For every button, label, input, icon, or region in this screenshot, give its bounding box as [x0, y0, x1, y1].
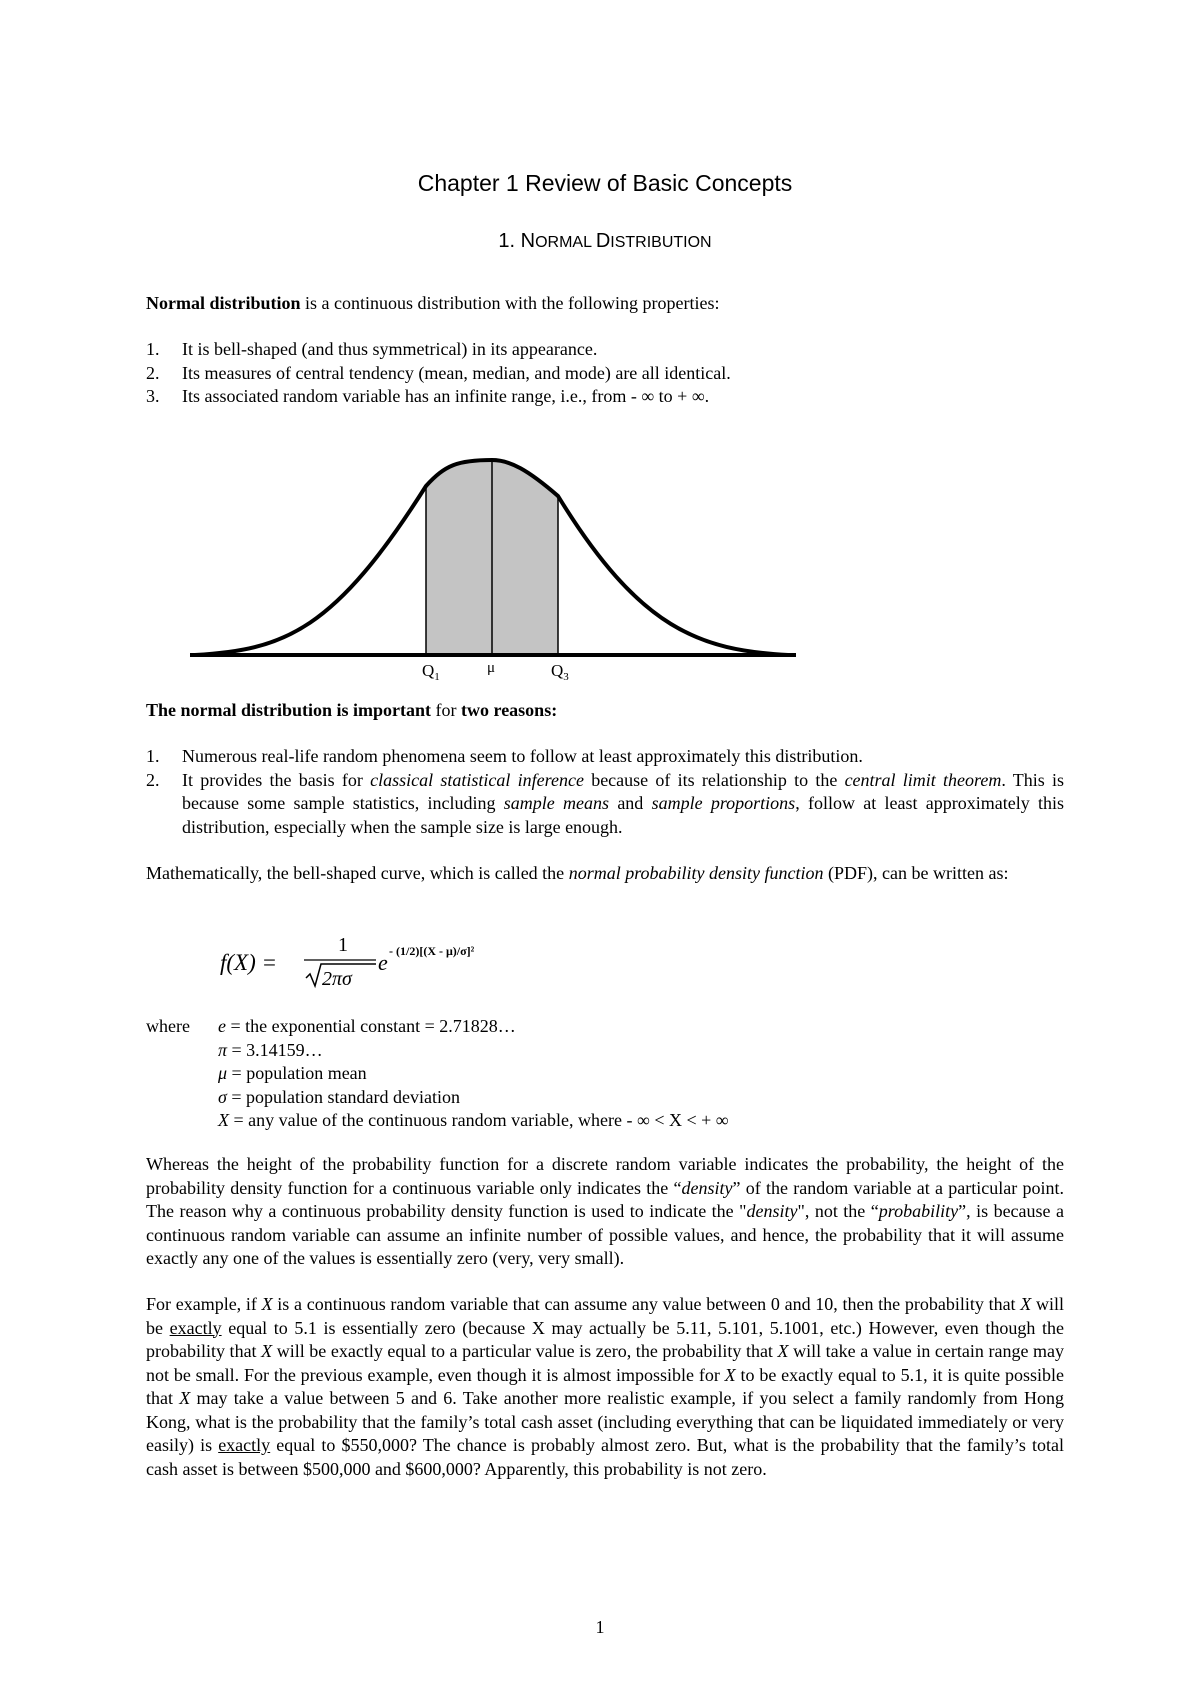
text-run: Mathematically, the bell-shaped curve, which is called the — [146, 863, 569, 883]
intro-text: is a continuous distribution with the following properties: — [300, 293, 720, 313]
list-number: 1. — [146, 339, 160, 359]
importance-heading — [146, 699, 1064, 723]
list-text: Its measures of central tendency (mean, median, and mode) are all identical. — [182, 362, 731, 383]
text-run: ", not the “ — [797, 1201, 879, 1221]
example-paragraph — [146, 1293, 1064, 1481]
variable: X — [724, 1364, 736, 1385]
importance-mid: for — [431, 700, 462, 720]
list-item — [146, 385, 1064, 409]
formula-exponent: - (1/2)[(X - μ)/σ]² — [389, 944, 475, 958]
list-text: Numerous real-life random phenomena seem to follow at least approximately this distribution. — [182, 746, 863, 766]
intro-term: Normal distribution — [146, 293, 301, 313]
text-run: It provides the basis for — [182, 769, 371, 790]
variable: X — [261, 1341, 273, 1361]
definition-row — [146, 1062, 1064, 1086]
properties-list — [146, 338, 1064, 409]
definition-symbol: σ — [218, 1086, 227, 1107]
variable: X — [261, 1294, 273, 1314]
list-text: It is bell-shaped (and thus symmetrical) in its appearance. — [182, 339, 598, 359]
emphasis: density — [681, 1177, 733, 1198]
section-word-1: ORMAL — [535, 234, 596, 251]
emphasis: classical statistical inference — [370, 769, 584, 790]
text-run: will be exactly equal to a particular value is zero, the probability that — [272, 1341, 778, 1361]
text-run: Whereas the height of the probability function for a discrete random variable indicates the probability, the height of the probability density function for a continuous variable only indicates the “ — [146, 1154, 1064, 1198]
emphasis: sample proportions — [651, 793, 796, 813]
list-text: Its associated random variable has an infinite range, i.e., from - ∞ to + ∞. — [182, 386, 710, 406]
emphasis: density — [746, 1201, 798, 1221]
intro-paragraph — [146, 292, 1064, 316]
importance-bold-2: two reasons: — [461, 700, 558, 720]
definition-text: = population mean — [227, 1063, 367, 1083]
definition-symbol: e — [218, 1016, 226, 1036]
text-run: , follow at least approximately this distribution, especially when the sample size is large enough. — [182, 793, 1064, 837]
reasons-list — [146, 745, 1064, 839]
normal-pdf-formula — [218, 928, 538, 992]
emphasis: sample means — [503, 793, 610, 813]
text-run: For example, if — [146, 1294, 262, 1314]
text-run: . This is because some sample statistics, including — [182, 769, 1065, 813]
normal-curve-figure — [190, 450, 800, 690]
list-number: 1. — [146, 746, 160, 766]
importance-bold-1: The normal distribution is important — [146, 700, 432, 720]
text-run: ” of the random variable at a particular point. The reason why a continuous probability density function is used to indicate the " — [146, 1177, 1064, 1221]
text-run: equal to $550,000? The chance is probably almost zero. But, what is the probability that the family’s total cash asset is between $500,000 and $600,000? Apparently, this probability is not zero. — [146, 1435, 1064, 1479]
section-heading — [146, 230, 1064, 253]
text-run: will be — [146, 1294, 1064, 1338]
definition-text: = any value of the continuous random variable, where - ∞ < X < + ∞ — [229, 1110, 729, 1130]
math-paragraph — [146, 862, 1064, 886]
where-label: where — [146, 1016, 190, 1036]
text-run: is a continuous random variable that can assume any value between 0 and 10, then the probability that — [272, 1294, 1021, 1314]
formula-e: e — [378, 950, 388, 975]
definition-row — [146, 1039, 1064, 1063]
text-run: ”, is because a continuous random variable can assume an infinite number of possible values, and hence, the probability that it will assume exactly any one of the values is essentially zero (very, very small). — [146, 1201, 1064, 1268]
emphasis: probability — [878, 1201, 959, 1221]
text-run: equal to 5.1 is essentially zero (because X may actually be 5.11, 5.101, 5.1001, etc.) However, even though the probability that — [146, 1317, 1064, 1361]
definition-row — [146, 1086, 1064, 1110]
definition-row — [146, 1015, 1064, 1039]
section-prefix: 1. N — [498, 230, 536, 252]
page-number: 1 — [595, 1617, 605, 1637]
chapter-title: Chapter 1 Review of Basic Concepts — [417, 170, 793, 196]
q3-label: $Q_3$ — [551, 661, 569, 683]
variable: X — [1020, 1294, 1032, 1314]
formula-numerator: 1 — [338, 934, 348, 956]
text-run: (PDF), can be written as: — [823, 863, 1009, 883]
list-item — [146, 769, 1064, 840]
density-paragraph — [146, 1153, 1064, 1271]
list-item — [146, 362, 1064, 386]
q1-label: $Q_1$ — [422, 661, 440, 683]
formula-lhs: f(X) = — [220, 950, 278, 975]
section-word-2: ISTRIBUTION — [610, 234, 712, 251]
variable: X — [179, 1388, 191, 1408]
list-number: 2. — [146, 362, 160, 383]
definition-symbol: X — [218, 1110, 229, 1130]
formula-denominator: 2πσ — [322, 968, 352, 990]
definition-text: = 3.14159… — [227, 1039, 323, 1060]
list-number: 3. — [146, 386, 160, 406]
definition-row — [146, 1109, 1064, 1133]
emphasis: normal probability density function — [568, 863, 824, 883]
text-run: to be exactly equal to 5.1, it is quite possible that — [146, 1364, 1064, 1408]
variable: X — [777, 1341, 789, 1361]
text-run: will take a value in certain range may not be small. For the previous example, even though it is almost impossible for — [146, 1341, 1064, 1385]
underlined-word: exactly — [169, 1317, 222, 1338]
definitions-block — [146, 1015, 1064, 1133]
list-number: 2. — [146, 769, 160, 790]
definition-symbol: μ — [218, 1063, 228, 1083]
definition-text: = the exponential constant = 2.71828… — [226, 1016, 516, 1036]
text-run: because of its relationship to the — [583, 769, 845, 790]
list-item — [146, 338, 1064, 362]
definition-symbol: π — [218, 1039, 228, 1060]
underlined-word: exactly — [218, 1435, 271, 1455]
emphasis: central limit theorem — [844, 769, 1002, 790]
text-run: and — [609, 793, 652, 813]
definition-text: = population standard deviation — [226, 1086, 460, 1107]
text-run: may take a value between 5 and 6. Take another more realistic example, if you select a family randomly from Hong Kong, what is the probability that the family’s total cash asset (including everything that can be liquidated immediately or very easily) is — [146, 1388, 1064, 1455]
mu-label: μ — [487, 660, 496, 676]
section-cap-d: D — [595, 230, 611, 252]
list-item — [146, 745, 1064, 769]
